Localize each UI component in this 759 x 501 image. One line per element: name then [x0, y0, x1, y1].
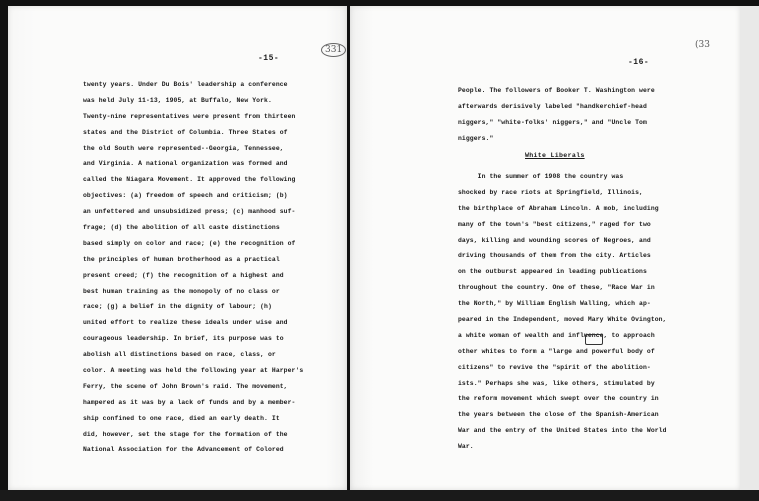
text-line: present creed; (f) the recognition of a highest and	[83, 271, 284, 279]
text-line: twenty years. Under Du Bois' leadership a conference	[83, 81, 288, 88]
text-line: driving thousands of them from the city. Articles	[458, 252, 651, 260]
text-line: the reform movement which swept over the country in	[458, 395, 659, 403]
text-line: Ferry, the scene of John Brown's raid. The movement,	[83, 382, 288, 390]
text-line: objectives: (a) freedom of speech and criticism; (b)	[83, 192, 288, 200]
text-line: afterwards derisively labeled "handkerchief-head	[458, 102, 647, 110]
text-line: National Association for the Advancement of Colored	[83, 446, 284, 454]
text-line: hampered as it was by a lack of funds and by a member-	[83, 398, 296, 406]
text-line: niggers."	[458, 134, 494, 142]
text-line: the years between the close of the Spanish-American	[458, 411, 659, 419]
text-line: ists." Perhaps she was, like others, stimulated by	[458, 379, 655, 387]
text-line: abolish all distinctions based on race, class, or	[83, 351, 276, 359]
text-line: an unfettered and unsubsidized press; (c) manhood suf-	[83, 208, 296, 216]
page-number: -16-	[628, 58, 650, 67]
text-line: ship confined to one race, died an early death. It	[83, 414, 280, 422]
left-page-text	[83, 77, 303, 458]
film-border	[0, 490, 759, 501]
text-line: shocked by race riots at Springfield, Illinois,	[458, 188, 643, 196]
text-line: best human training as the monopoly of no class or	[83, 287, 280, 295]
text-line: on the outburst appeared in leading publications	[458, 268, 647, 276]
text-line: niggers," "white-folks' niggers," and "Uncle Tom	[458, 118, 647, 126]
text-line: In the summer of 1908 the country was	[458, 173, 624, 180]
left-page	[8, 6, 347, 490]
text-line: War.	[458, 443, 474, 451]
text-line: throughout the country. One of these, "Race War in	[458, 284, 655, 292]
adjacent-page-edge	[740, 6, 759, 490]
text-line: did, however, set the stage for the formation of the	[83, 430, 288, 438]
text-line: the North," by William English Walling, which ap-	[458, 300, 651, 308]
text-line: the old South were represented--Georgia, Tennessee,	[83, 144, 284, 152]
text-line: the principles of human brotherhood as a practical	[83, 255, 280, 263]
text-line: united effort to realize these ideals under wise and	[83, 319, 288, 327]
text-line: frage; (d) the abolition of all caste distinctions	[83, 224, 280, 232]
right-page-intro-text	[458, 83, 655, 147]
text-line: race; (g) a belief in the dignity of labour; (h)	[83, 303, 272, 311]
text-line: People. The followers of Booker T. Washington were	[458, 87, 655, 94]
text-line: War and the entry of the United States into the World	[458, 427, 667, 435]
text-line: peared in the Independent, moved Mary White Ovington,	[458, 316, 667, 324]
section-heading: White Liberals	[525, 152, 585, 159]
text-line: days, killing and wounding scores of Negroes, and	[458, 236, 651, 244]
text-line: and Virginia. A national organization was formed and	[83, 160, 288, 168]
text-line: was held July 11-13, 1905, at Buffalo, New York.	[83, 96, 272, 104]
right-page-body-text	[458, 169, 667, 455]
archive-stamp-number: (33	[695, 40, 710, 50]
page-number: -15-	[258, 54, 280, 63]
right-page	[350, 6, 740, 490]
text-line: color. A meeting was held the following year at Harper's	[83, 367, 304, 375]
archive-stamp-number: 331	[321, 43, 346, 57]
text-line: the birthplace of Abraham Lincoln. A mob, including	[458, 204, 659, 212]
text-line: states and the District of Columbia. Three States of	[83, 128, 288, 136]
text-line: Twenty-nine representatives were present from thirteen	[83, 112, 296, 120]
text-line: citizens" to revive the "spirit of the abolition-	[458, 363, 651, 371]
text-line: other whites to form a "large and powerful body of	[458, 347, 655, 355]
text-line: many of the town's "best citizens," raged for two	[458, 220, 651, 228]
handwritten-correction-mark	[585, 334, 603, 345]
text-line: called the Niagara Movement. It approved the following	[83, 176, 296, 184]
text-line: a white woman of wealth and influence, to approach	[458, 331, 655, 339]
text-line: courageous leadership. In brief, its purpose was to	[83, 335, 284, 343]
text-line: based simply on color and race; (e) the recognition of	[83, 239, 296, 247]
